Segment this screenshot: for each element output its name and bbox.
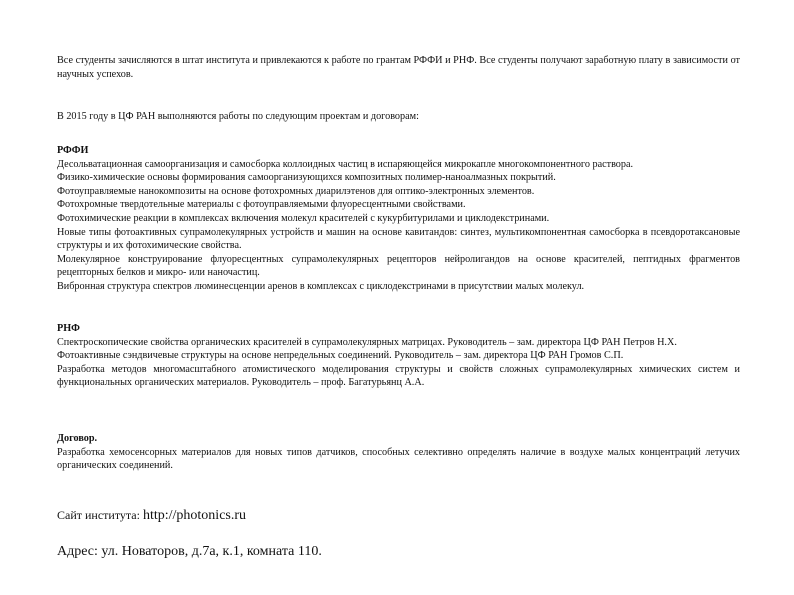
intro-paragraph-2: В 2015 году в ЦФ РАН выполняются работы по следующим проектам и договорам: — [57, 111, 419, 122]
site-label: Сайт института: — [57, 508, 143, 522]
institute-site — [57, 508, 246, 524]
list-item: Физико-химические основы формирования самоорганизующихся композитных полимер-наноалмазных покрытий. — [57, 172, 556, 184]
rnf-heading: РНФ — [57, 323, 80, 334]
list-item: Фотоактивные сэндвичевые структуры на основе непредельных соединений. Руководитель – зам. директора ЦФ РАН Громов С.П. — [57, 350, 624, 362]
rffi-section — [57, 144, 740, 294]
contract-section — [57, 432, 740, 473]
contract-heading: Договор. — [57, 433, 98, 444]
list-item: Фотоуправляемые нанокомпозиты на основе фотохромных диарилэтенов для оптико-электронных элементов. — [57, 185, 535, 197]
site-link[interactable]: http://photonics.ru — [142, 508, 247, 523]
rnf-section — [57, 322, 740, 390]
list-item: Разработка методов многомасштабного атомистического моделирования структуры и свойств сложных супрамолекулярных химических систем и функциональных органических материалов. Руководитель – проф. Багатурьянц А.А. — [57, 363, 740, 389]
list-item: Фотохромные твердотельные материалы с фотоуправляемыми флуоресцентными свойствами. — [57, 199, 466, 211]
list-item: Фотохимические реакции в комплексах включения молекул красителей с кукурбитурилами и циклодекстринами. — [57, 212, 550, 224]
list-item: Разработка хемосенсорных материалов для новых типов датчиков, способных селективно определять наличие в воздухе малых концентраций летучих органических соединений. — [57, 446, 740, 472]
address: Адрес: ул. Новаторов, д.7а, к.1, комната 110. — [57, 544, 322, 559]
list-item: Вибронная структура спектров люминесценции аренов в комплексах с циклодекстринами в присутствии малых молекул. — [57, 280, 585, 292]
rffi-heading: РФФИ — [57, 145, 89, 156]
intro-paragraph-1: Все студенты зачисляются в штат института и привлекаются к работе по грантам РФФИ и РНФ. Все студенты получают заработную плату в зависимости от научных успехов. — [57, 55, 740, 80]
list-item: Молекулярное конструирование флуоресцентных супрамолекулярных рецепторов нейролигандов на основе красителей, пептидных фрагментов рецепторных белков и микро- или наночастиц. — [57, 253, 740, 279]
list-item: Десольватационная самоорганизация и самосборка коллоидных частиц в испаряющейся микрокапле многокомпонентного раствора. — [57, 158, 634, 170]
list-item: Новые типы фотоактивных супрамолекулярных устройств и машин на основе кавитандов: синтез, мультикомпонентная самосборка в псевдоротаксановые структуры и их фотохимические свойства. — [57, 226, 740, 252]
list-item: Спектроскопические свойства органических красителей в супрамолекулярных матрицах. Руководитель – зам. директора ЦФ РАН Петров Н.Х. — [57, 336, 677, 348]
